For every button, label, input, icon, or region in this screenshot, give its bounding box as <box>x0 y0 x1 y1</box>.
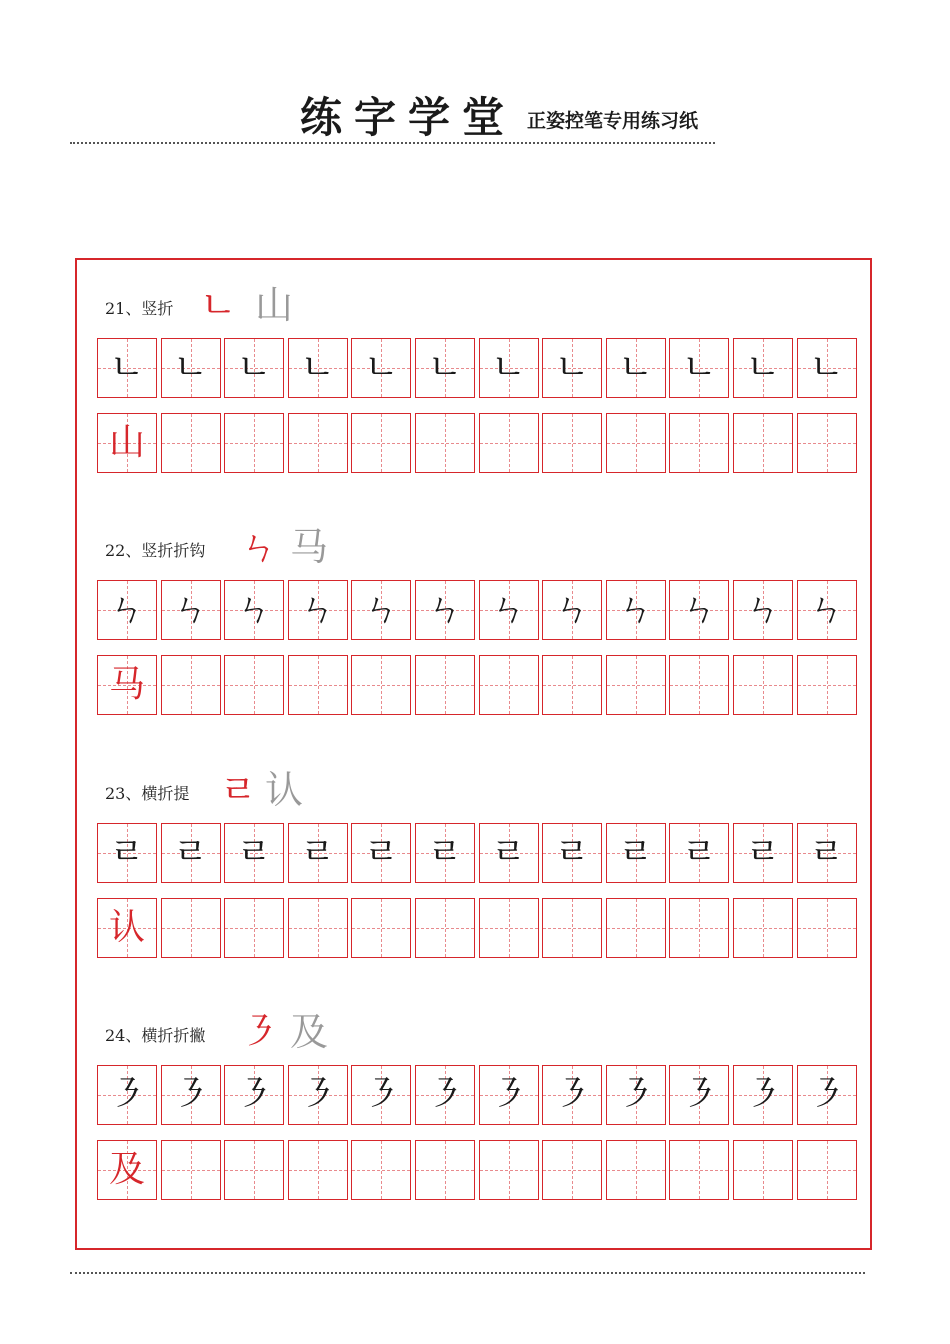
tianzige-cell <box>224 580 284 640</box>
tianzige-cell <box>351 580 411 640</box>
section-label: 22、竖折折钩 <box>105 541 206 560</box>
stroke-glyph: ㄹ <box>618 832 654 873</box>
blank-practice-cell[interactable] <box>161 898 221 958</box>
stroke-glyph: ㄣ <box>808 589 845 630</box>
stroke-glyph: ㄣ <box>617 589 654 630</box>
tianzige-cell <box>97 1065 157 1125</box>
blank-practice-cell[interactable] <box>161 655 221 715</box>
stroke-glyph: ㇋ <box>617 1074 654 1115</box>
tianzige-cell <box>415 1065 475 1125</box>
tianzige-cell <box>415 580 475 640</box>
blank-practice-cell[interactable] <box>797 413 857 473</box>
stroke-glyph: ㄴ <box>491 347 526 388</box>
stroke-glyph: ㄹ <box>682 832 717 873</box>
blank-practice-cell[interactable] <box>288 413 348 473</box>
blank-practice-cell[interactable] <box>288 898 348 958</box>
stroke-glyph: ㄹ <box>236 832 272 873</box>
character-practice-row <box>95 1140 860 1200</box>
tianzige-cell <box>733 338 793 398</box>
blank-practice-cell[interactable] <box>797 655 857 715</box>
stroke-glyph: ㇋ <box>490 1074 527 1115</box>
stroke-practice-row <box>95 823 860 883</box>
blank-practice-cell[interactable] <box>479 655 539 715</box>
stroke-glyph: ㄣ <box>299 589 336 630</box>
stroke-glyph: ㄹ <box>300 832 336 873</box>
stroke-glyph: ㇋ <box>236 1074 273 1115</box>
stroke-glyph: ㄹ <box>173 832 208 873</box>
stroke-glyph: ㇋ <box>108 1074 145 1115</box>
blank-practice-cell[interactable] <box>669 898 729 958</box>
model-character-glyph: 及 <box>108 1149 145 1190</box>
tianzige-cell <box>97 338 157 398</box>
section-stroke-sample: ㄹ <box>220 768 257 812</box>
tianzige-cell <box>669 338 729 398</box>
blank-practice-cell[interactable] <box>351 413 411 473</box>
section-character-sample: 认 <box>265 768 304 812</box>
tianzige-cell <box>415 338 475 398</box>
blank-practice-cell[interactable] <box>224 898 284 958</box>
blank-practice-cell[interactable] <box>542 1140 602 1200</box>
section-label: 21、竖折 <box>105 299 174 318</box>
model-character-glyph: 马 <box>108 664 145 705</box>
blank-practice-cell[interactable] <box>288 1140 348 1200</box>
tianzige-cell <box>669 823 729 883</box>
tianzige-cell <box>606 823 666 883</box>
stroke-glyph: ㄣ <box>744 589 781 630</box>
tianzige-cell <box>797 1065 857 1125</box>
blank-practice-cell[interactable] <box>415 655 475 715</box>
section-label: 23、横折提 <box>105 784 190 803</box>
tianzige-cell <box>669 580 729 640</box>
tianzige-cell <box>542 580 602 640</box>
tianzige-cell <box>797 580 857 640</box>
blank-practice-cell[interactable] <box>479 1140 539 1200</box>
stroke-glyph: ㄴ <box>364 347 399 388</box>
tianzige-cell <box>797 338 857 398</box>
blank-practice-cell[interactable] <box>351 655 411 715</box>
tianzige-cell <box>479 1065 539 1125</box>
character-practice-row <box>95 898 860 958</box>
blank-practice-cell[interactable] <box>542 655 602 715</box>
model-character-cell <box>97 1140 157 1200</box>
section-character-sample: 山 <box>255 283 294 327</box>
page-title: 练字学堂 <box>300 93 517 142</box>
stroke-glyph: ㄹ <box>554 832 590 873</box>
tianzige-cell <box>733 1065 793 1125</box>
stroke-glyph: ㇋ <box>299 1074 336 1115</box>
stroke-glyph: ㄹ <box>809 832 844 873</box>
tianzige-cell <box>669 1065 729 1125</box>
model-character-cell <box>97 413 157 473</box>
tianzige-cell <box>542 338 602 398</box>
section-label: 24、横折折撇 <box>105 1026 206 1045</box>
tianzige-cell <box>161 338 221 398</box>
blank-practice-cell[interactable] <box>351 898 411 958</box>
stroke-glyph: ㄣ <box>490 589 527 630</box>
tianzige-cell <box>542 1065 602 1125</box>
stroke-glyph: ㄣ <box>108 589 145 630</box>
tianzige-cell <box>288 338 348 398</box>
blank-practice-cell[interactable] <box>415 1140 475 1200</box>
stroke-glyph: ㄣ <box>554 589 591 630</box>
section-stroke-sample: ㇋ <box>240 1010 279 1054</box>
stroke-glyph: ㇋ <box>554 1074 591 1115</box>
character-practice-row <box>95 655 860 715</box>
footer-divider <box>70 1272 865 1274</box>
tianzige-cell <box>161 823 221 883</box>
stroke-glyph: ㄴ <box>682 347 717 388</box>
section-character-sample: 及 <box>290 1010 329 1054</box>
stroke-glyph: ㄣ <box>363 589 400 630</box>
blank-practice-cell[interactable] <box>733 413 793 473</box>
blank-practice-cell[interactable] <box>797 1140 857 1200</box>
stroke-glyph: ㄴ <box>236 347 272 388</box>
blank-practice-cell[interactable] <box>733 655 793 715</box>
blank-practice-cell[interactable] <box>797 898 857 958</box>
tianzige-cell <box>351 338 411 398</box>
tianzige-cell <box>606 1065 666 1125</box>
section-character-sample: 马 <box>290 525 329 569</box>
stroke-glyph: ㇋ <box>172 1074 209 1115</box>
stroke-glyph: ㄹ <box>491 832 526 873</box>
blank-practice-cell[interactable] <box>415 413 475 473</box>
model-character-cell <box>97 898 157 958</box>
header-divider <box>70 142 715 144</box>
tianzige-cell <box>97 823 157 883</box>
blank-practice-cell[interactable] <box>606 413 666 473</box>
tianzige-cell <box>479 823 539 883</box>
blank-practice-cell[interactable] <box>669 1140 729 1200</box>
blank-practice-cell[interactable] <box>733 898 793 958</box>
blank-practice-cell[interactable] <box>479 898 539 958</box>
blank-practice-cell[interactable] <box>542 898 602 958</box>
stroke-practice-row <box>95 1065 860 1125</box>
stroke-glyph: ㇋ <box>363 1074 400 1115</box>
stroke-glyph: ㄴ <box>300 347 336 388</box>
stroke-practice-row <box>95 338 860 398</box>
stroke-glyph: ㄣ <box>681 589 718 630</box>
tianzige-cell <box>415 823 475 883</box>
character-practice-row <box>95 413 860 473</box>
blank-practice-cell[interactable] <box>288 655 348 715</box>
stroke-glyph: ㄴ <box>173 347 208 388</box>
tianzige-cell <box>161 1065 221 1125</box>
blank-practice-cell[interactable] <box>224 1140 284 1200</box>
blank-practice-cell[interactable] <box>161 413 221 473</box>
page-subtitle: 正姿控笔专用练习纸 <box>527 110 699 132</box>
tianzige-cell <box>542 823 602 883</box>
stroke-glyph: ㄣ <box>236 589 273 630</box>
tianzige-cell <box>733 580 793 640</box>
stroke-glyph: ㄴ <box>809 347 844 388</box>
stroke-glyph: ㇋ <box>426 1074 463 1115</box>
tianzige-cell <box>606 580 666 640</box>
section-stroke-sample: ㄣ <box>240 525 279 569</box>
blank-practice-cell[interactable] <box>542 413 602 473</box>
blank-practice-cell[interactable] <box>161 1140 221 1200</box>
model-character-cell <box>97 655 157 715</box>
tianzige-cell <box>479 338 539 398</box>
stroke-glyph: ㄴ <box>554 347 590 388</box>
stroke-glyph: ㄹ <box>427 832 463 873</box>
stroke-glyph: ㄣ <box>172 589 209 630</box>
tianzige-cell <box>288 580 348 640</box>
tianzige-cell <box>97 580 157 640</box>
stroke-glyph: ㄹ <box>364 832 399 873</box>
stroke-glyph: ㇋ <box>808 1074 845 1115</box>
blank-practice-cell[interactable] <box>224 413 284 473</box>
stroke-glyph: ㄴ <box>618 347 654 388</box>
tianzige-cell <box>351 823 411 883</box>
stroke-glyph: ㄴ <box>745 347 781 388</box>
tianzige-cell <box>479 580 539 640</box>
blank-practice-cell[interactable] <box>669 655 729 715</box>
blank-practice-cell[interactable] <box>606 898 666 958</box>
tianzige-cell <box>224 823 284 883</box>
stroke-glyph: ㇋ <box>744 1074 781 1115</box>
tianzige-cell <box>224 1065 284 1125</box>
model-character-glyph: 山 <box>108 422 145 463</box>
tianzige-cell <box>161 580 221 640</box>
model-character-glyph: 认 <box>108 907 145 948</box>
blank-practice-cell[interactable] <box>415 898 475 958</box>
blank-practice-cell[interactable] <box>606 1140 666 1200</box>
blank-practice-cell[interactable] <box>224 655 284 715</box>
blank-practice-cell[interactable] <box>479 413 539 473</box>
blank-practice-cell[interactable] <box>606 655 666 715</box>
tianzige-cell <box>288 823 348 883</box>
stroke-glyph: ㄴ <box>427 347 463 388</box>
tianzige-cell <box>288 1065 348 1125</box>
tianzige-cell <box>733 823 793 883</box>
tianzige-cell <box>797 823 857 883</box>
tianzige-cell <box>351 1065 411 1125</box>
stroke-glyph: ㄴ <box>109 347 145 388</box>
section-stroke-sample: ㄴ <box>200 283 237 327</box>
blank-practice-cell[interactable] <box>669 413 729 473</box>
stroke-practice-row <box>95 580 860 640</box>
stroke-glyph: ㄣ <box>426 589 463 630</box>
blank-practice-cell[interactable] <box>733 1140 793 1200</box>
stroke-glyph: ㄹ <box>745 832 781 873</box>
stroke-glyph: ㄹ <box>109 832 145 873</box>
tianzige-cell <box>224 338 284 398</box>
stroke-glyph: ㇋ <box>681 1074 718 1115</box>
blank-practice-cell[interactable] <box>351 1140 411 1200</box>
tianzige-cell <box>606 338 666 398</box>
